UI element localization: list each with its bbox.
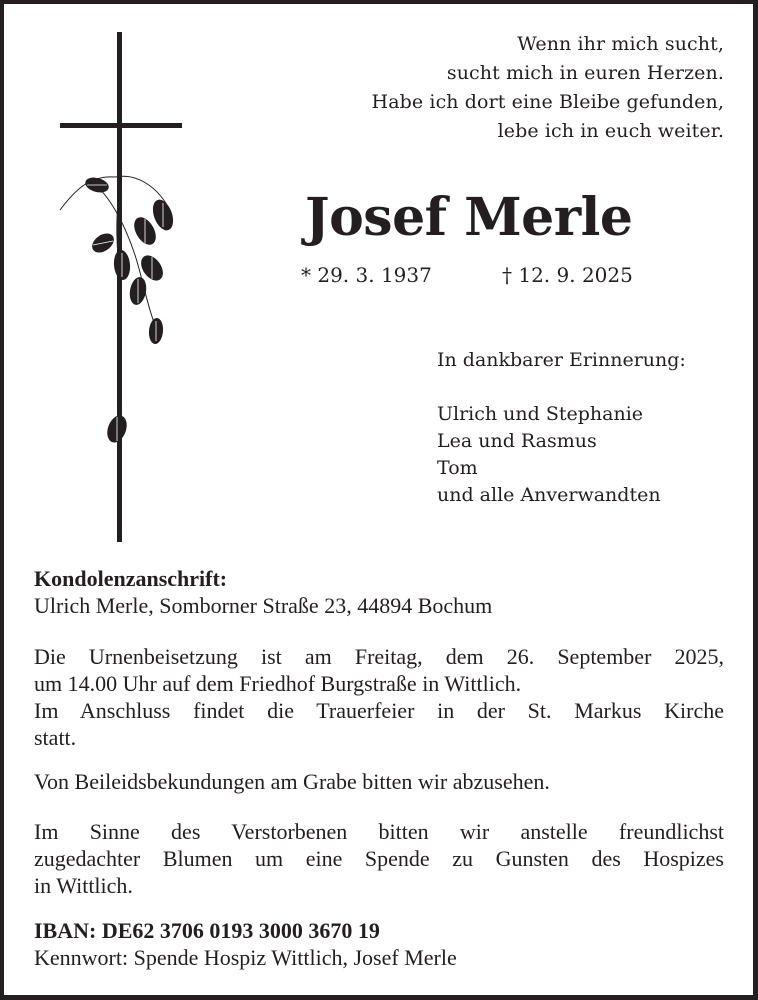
donation-request bbox=[34, 818, 724, 899]
donation-line: zugedachter Blumen um eine Spende zu Gunsten des Hospizes bbox=[34, 846, 724, 871]
donation-reference: Kennwort: Spende Hospiz Wittlich, Josef Merle bbox=[34, 945, 457, 970]
mourner-name: Lea und Rasmus bbox=[437, 430, 597, 452]
donation-line: Im Sinne des Verstorbenen bitten wir anstelle freundlichst bbox=[34, 819, 724, 844]
cross-horizontal-bar bbox=[60, 123, 182, 128]
poem-line: sucht mich in euren Herzen. bbox=[446, 62, 724, 84]
mourners-heading: In dankbarer Erinnerung: bbox=[437, 349, 686, 371]
condolence-address: Ulrich Merle, Somborner Straße 23, 44894 Bochum bbox=[34, 593, 493, 618]
death-date: † 12. 9. 2025 bbox=[502, 263, 633, 287]
burial-line: Die Urnenbeisetzung ist am Freitag, dem 26. September 2025, bbox=[34, 644, 724, 669]
poem-line: lebe ich in euch weiter. bbox=[497, 120, 724, 142]
condolence-note: Von Beileidsbekundungen am Grabe bitten wir abzusehen. bbox=[34, 769, 550, 794]
mourner-name: Tom bbox=[437, 457, 478, 479]
condolence-address-label: Kondolenzanschrift: bbox=[34, 566, 228, 591]
mourners-list bbox=[437, 401, 661, 509]
donation-line: in Wittlich. bbox=[34, 873, 133, 898]
poem-line: Wenn ihr mich sucht, bbox=[517, 33, 724, 55]
mourner-name: Ulrich und Stephanie bbox=[437, 403, 644, 425]
birch-branch-icon bbox=[55, 165, 185, 455]
burial-info bbox=[34, 643, 724, 751]
iban: IBAN: DE62 3706 0193 3000 3670 19 bbox=[34, 918, 380, 943]
burial-line: um 14.00 Uhr auf dem Friedhof Burgstraße in Wittlich. bbox=[34, 671, 522, 696]
birth-date: * 29. 3. 1937 bbox=[301, 263, 432, 287]
burial-line: statt. bbox=[34, 725, 77, 750]
memorial-poem bbox=[372, 30, 724, 146]
mourner-name: und alle Anverwandten bbox=[437, 484, 661, 506]
deceased-name: Josef Merle bbox=[305, 187, 633, 248]
burial-line: Im Anschluss findet die Trauerfeier in der St. Markus Kirche bbox=[34, 698, 724, 723]
poem-line: Habe ich dort eine Bleibe gefunden, bbox=[371, 91, 724, 113]
